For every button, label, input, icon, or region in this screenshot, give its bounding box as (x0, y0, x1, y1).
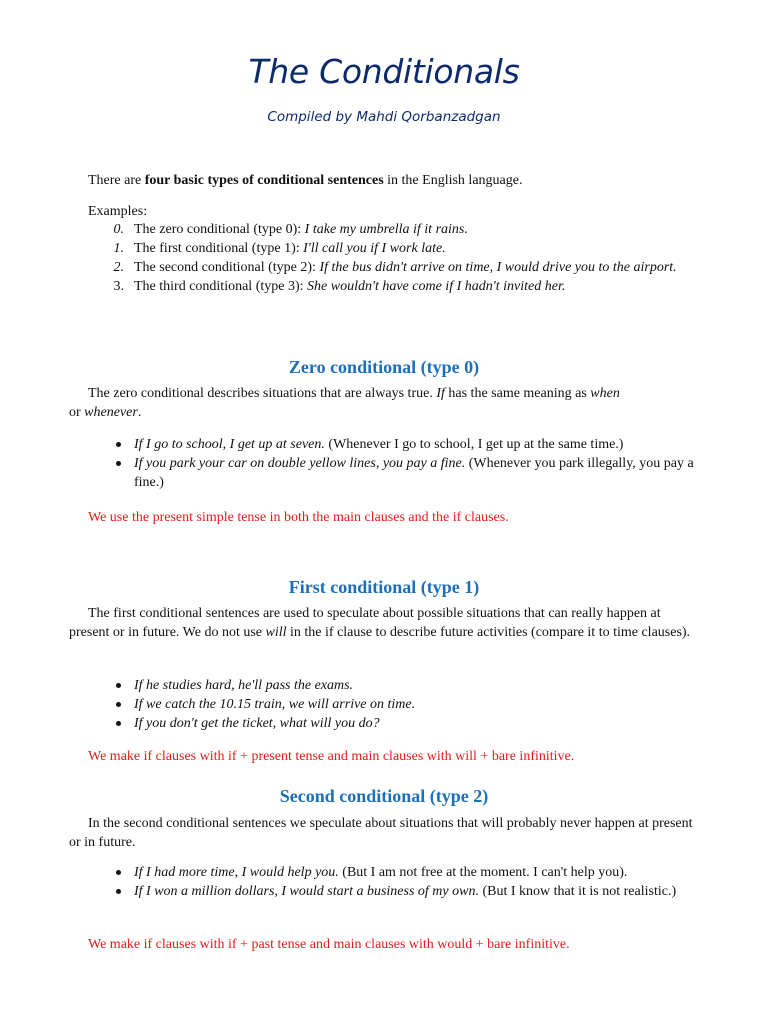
heading-first-conditional: First conditional (type 1) (288, 577, 480, 597)
page-title: The Conditionals (248, 52, 520, 91)
list-item (90, 277, 690, 296)
list-item (90, 714, 700, 733)
example-sentence: I take my umbrella if it rains. (304, 222, 468, 237)
bullet-example: If we catch the 10.15 train, we will arrive on time. (134, 697, 416, 712)
intro-bold: four basic types of conditional sentences (144, 173, 384, 188)
zero-when: when (590, 386, 620, 401)
zero-end: . (137, 405, 142, 420)
example-sentence: I'll call you if I work late. (303, 241, 446, 256)
first-rule: We make if clauses with if + present tense and main clauses with will + bare infinitive. (88, 749, 575, 764)
example-text: The first conditional (type 1): (134, 241, 304, 256)
examples-list (90, 220, 690, 296)
list-item (90, 863, 700, 882)
bullet-example: If I go to school, I get up at seven. (134, 437, 325, 452)
zero-bullets (90, 435, 700, 492)
list-item (90, 435, 700, 454)
second-text: In the second conditional sentences we speculate about situations that will probably never happen at present or in future. (69, 816, 693, 850)
zero-text: The zero conditional describes situations that are always true. (88, 386, 437, 401)
zero-rule: We use the present simple tense in both the main clauses and the if clauses. (88, 510, 509, 525)
intro-post: in the English language. (383, 173, 523, 188)
first-text: The first conditional sentences are used to speculate about possible situations that can really happen at present or in future. We do not use (69, 606, 661, 640)
author-line: Compiled by Mahdi Qorbanzadgan (267, 109, 501, 125)
zero-mid: has the same meaning as (444, 386, 591, 401)
example-sentence: She wouldn't have come if I hadn't invited her. (307, 279, 566, 294)
zero-whenever: whenever (84, 405, 138, 420)
intro-pre: There are (88, 173, 145, 188)
bullet-note: (Whenever you park illegally, you pay a fine.) (134, 456, 694, 490)
list-number: 0. (113, 222, 124, 237)
list-item (90, 258, 690, 277)
list-item (90, 239, 690, 258)
bullet-example: If he studies hard, he'll pass the exams. (134, 678, 354, 693)
second-bullets (90, 863, 700, 901)
list-number: 2. (113, 260, 124, 275)
example-sentence: If the bus didn't arrive on time, I would drive you to the airport. (319, 260, 677, 275)
examples-label: Examples: (88, 204, 148, 219)
list-item (90, 676, 700, 695)
zero-or: or (69, 405, 85, 420)
example-text: The zero conditional (type 0): (134, 222, 305, 237)
second-rule: We make if clauses with if + past tense and main clauses with would + bare infinitive. (88, 937, 570, 952)
example-text: The second conditional (type 2): (134, 260, 320, 275)
first-paragraph (69, 604, 699, 642)
list-item (90, 695, 700, 714)
bullet-example: If you don't get the ticket, what will you do? (134, 716, 380, 731)
list-number: 1. (113, 241, 124, 256)
first-bullets (90, 676, 700, 733)
bullet-example: If I won a million dollars, I would start a business of my own. (134, 884, 479, 899)
first-text-end: in the if clause to describe future activities (compare it to time clauses). (286, 625, 691, 640)
zero-if: If (436, 386, 445, 401)
bullet-note: (Whenever I go to school, I get up at the same time.) (324, 437, 624, 452)
heading-zero-conditional: Zero conditional (type 0) (288, 357, 480, 377)
bullet-note: (But I am not free at the moment. I can't help you). (338, 865, 628, 880)
intro-paragraph (69, 171, 699, 190)
list-item (90, 882, 700, 901)
example-text: The third conditional (type 3): (134, 279, 308, 294)
bullet-example: If you park your car on double yellow lines, you pay a fine. (134, 456, 466, 471)
zero-paragraph (69, 384, 699, 422)
list-item (90, 220, 690, 239)
list-item (90, 454, 700, 492)
second-paragraph (69, 814, 699, 852)
heading-second-conditional: Second conditional (type 2) (279, 786, 489, 806)
first-will: will (265, 625, 287, 640)
list-number: 3. (113, 279, 124, 294)
bullet-note: (But I know that it is not realistic.) (478, 884, 677, 899)
bullet-example: If I had more time, I would help you. (134, 865, 339, 880)
